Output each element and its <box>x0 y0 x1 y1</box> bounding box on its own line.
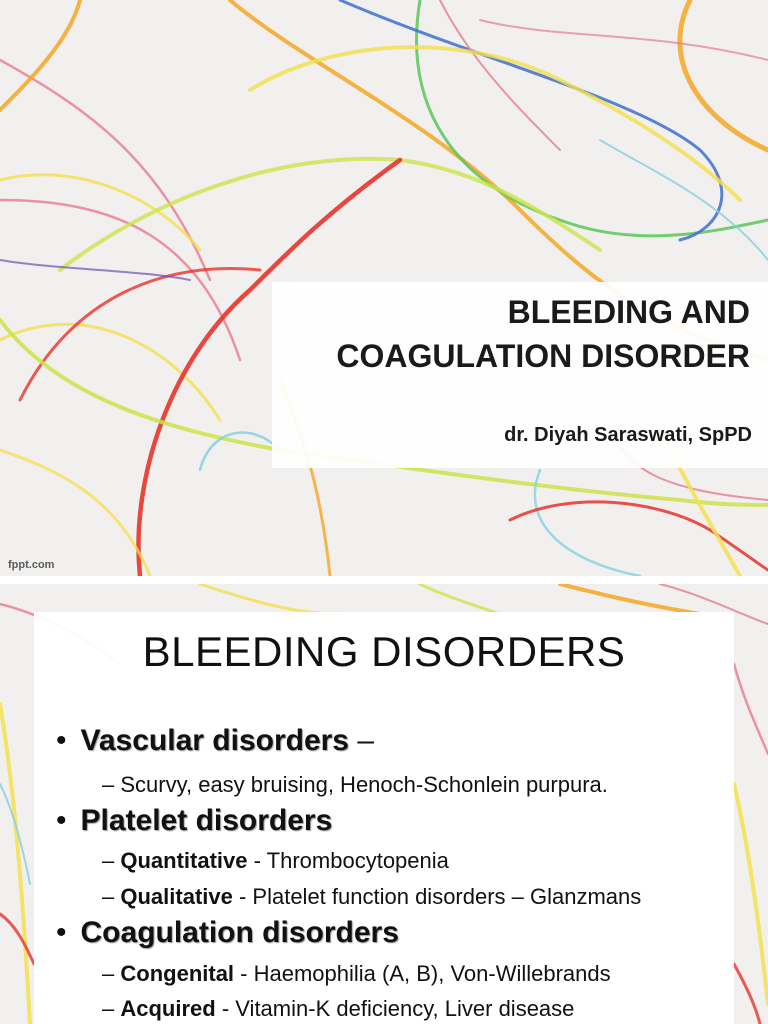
content-box <box>34 612 734 1024</box>
sub-item-text: - Vitamin-K deficiency, Liver disease <box>215 996 575 1021</box>
bullet-heading: Vascular disorders <box>80 724 349 757</box>
sub-item-label: Qualitative <box>120 884 233 909</box>
slide-heading: BLEEDING DISORDERS <box>142 628 626 675</box>
dash: – <box>102 961 115 986</box>
bullet-coagulation-disorders <box>56 916 399 950</box>
bullet-icon: • <box>56 804 67 837</box>
bullet-suffix: – <box>349 724 375 757</box>
title-line-2: COAGULATION DISORDER <box>336 338 750 374</box>
sub-item-platelet-2 <box>102 884 641 910</box>
sub-item-label: Acquired <box>120 996 216 1021</box>
sub-item-text: Scurvy, easy bruising, Henoch-Schonlein purpura. <box>120 772 608 797</box>
sub-item-label: Quantitative <box>120 848 248 873</box>
dash: – <box>102 848 115 873</box>
sub-item-label: Congenital <box>120 961 235 986</box>
slide-title <box>336 290 750 378</box>
bullet-platelet-disorders <box>56 804 332 838</box>
bullet-heading: Platelet disorders <box>80 804 333 837</box>
watermark-text: fppt.com <box>8 559 55 571</box>
sub-item-text: - Haemophilia (A, B), Von-Willebrands <box>234 961 611 986</box>
sub-item-vascular-1 <box>102 772 608 798</box>
sub-item-coagulation-1 <box>102 961 611 987</box>
dash: – <box>102 772 115 797</box>
sub-item-platelet-1 <box>102 848 449 874</box>
sub-item-coagulation-2 <box>102 996 574 1022</box>
bullet-vascular-disorders <box>56 724 374 758</box>
dash: – <box>102 996 115 1021</box>
content-slide <box>0 584 768 1024</box>
bullet-icon: • <box>56 916 67 949</box>
sub-item-text: - Platelet function disorders – Glanzmans <box>232 884 642 909</box>
dash: – <box>102 884 115 909</box>
title-line-1: BLEEDING AND <box>507 294 750 330</box>
sub-item-text: - Thrombocytopenia <box>247 848 449 873</box>
title-box <box>272 282 768 468</box>
author-name: dr. Diyah Saraswati, SpPD <box>504 424 752 446</box>
bullet-heading: Coagulation disorders <box>80 916 399 949</box>
bullet-icon: • <box>56 724 67 757</box>
